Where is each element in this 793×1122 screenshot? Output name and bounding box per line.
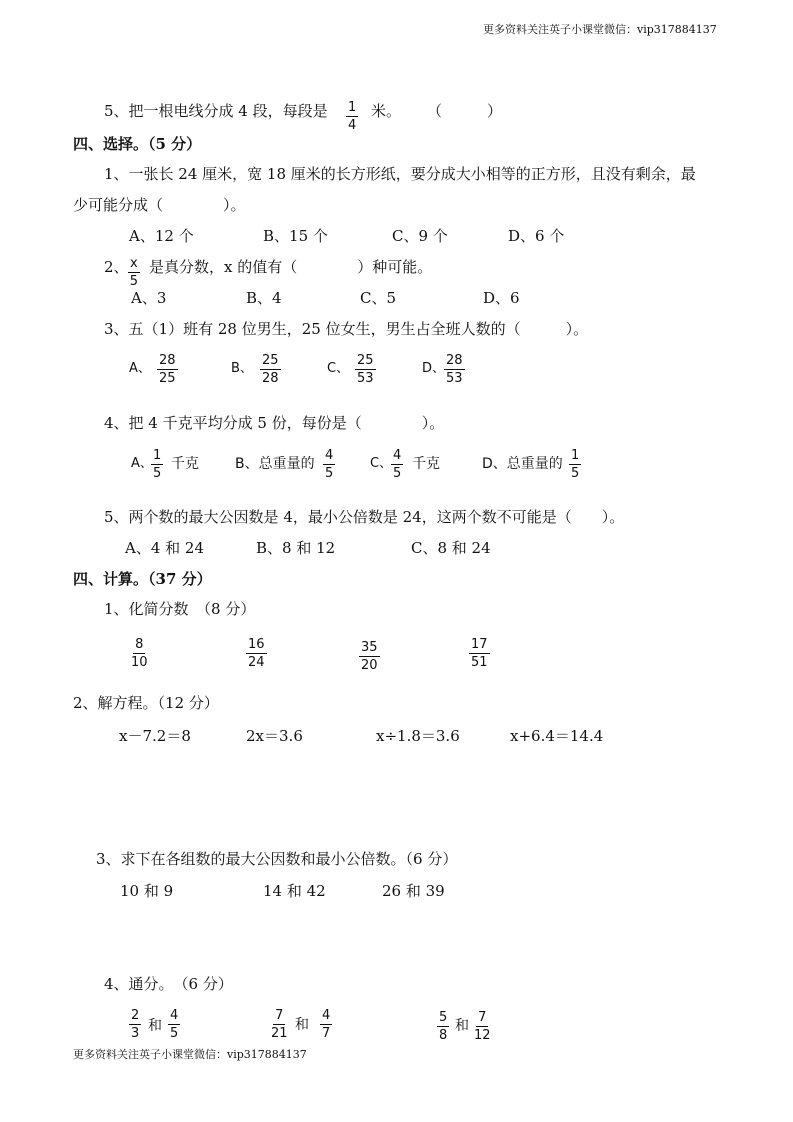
calc4-pair2-fraction-b — [320, 1009, 332, 1040]
fraction-denominator: 20 — [361, 658, 378, 673]
choice4-option-d-label: D、总重量的 — [482, 456, 563, 472]
choice2-option-c: C、5 — [360, 289, 397, 307]
fraction-denominator: 3 — [131, 1026, 140, 1041]
fraction-denominator: 5 — [325, 466, 334, 481]
choice1-line1: 1、一张长 24 厘米，宽 18 厘米的长方形纸，要分成大小相等的正方形，且没有剩余，最 — [104, 165, 696, 183]
fraction-numerator: 7 — [275, 1008, 284, 1023]
calc4-pair3-join: 和 — [455, 1018, 469, 1034]
choice5-option-c: C、8 和 24 — [411, 539, 491, 557]
q5-answer-blank: （ ） — [427, 102, 503, 120]
choice3-option-d-fraction — [444, 354, 465, 385]
choice4-option-b-fraction — [323, 449, 335, 480]
calc4-pair1-fraction-b — [168, 1009, 180, 1040]
fraction-denominator: 53 — [446, 371, 463, 386]
fraction-numerator: 28 — [446, 353, 463, 368]
fraction-numerator: 4 — [325, 448, 334, 463]
calc2-equation-3: x÷1.8＝3.6 — [376, 727, 460, 745]
choice5-option-b: B、8 和 12 — [256, 539, 336, 557]
choice4-option-d-fraction — [569, 449, 581, 480]
choice1-option-d: D、6 个 — [508, 227, 565, 245]
calc2-equation-2: 2x＝3.6 — [246, 727, 303, 745]
fraction-denominator: 25 — [159, 371, 176, 386]
choice4-option-c-label: C、 — [370, 456, 393, 471]
fraction-numerator: 4 — [170, 1008, 179, 1023]
choice2-fraction — [128, 257, 140, 288]
fraction-denominator: 4 — [348, 118, 357, 133]
calc1-fraction-3 — [359, 641, 380, 672]
fraction-denominator: 12 — [474, 1028, 491, 1043]
section-choice-title: 四、选择。（5 分） — [73, 135, 202, 153]
fraction-denominator: 53 — [357, 371, 374, 386]
choice4-option-a-fraction — [151, 449, 163, 480]
fraction-denominator: 24 — [248, 655, 265, 670]
fraction-numerator: 16 — [248, 637, 265, 652]
fraction-numerator: 4 — [322, 1008, 331, 1023]
fraction-numerator: x — [130, 256, 138, 271]
fraction-denominator: 5 — [393, 466, 402, 481]
fraction-numerator: 25 — [357, 353, 374, 368]
calc4-pair2-join: 和 — [295, 1017, 309, 1033]
choice3-option-b-label: B、 — [231, 361, 253, 376]
choice5-option-a: A、4 和 24 — [125, 539, 204, 557]
fraction-denominator: 7 — [322, 1026, 331, 1041]
calc1-title: 1、化简分数 （8 分） — [104, 600, 256, 618]
choice3-option-a-label: A、 — [129, 361, 151, 376]
choice2-number: 2、 — [104, 258, 129, 276]
choice2-option-d: D、6 — [483, 289, 520, 307]
fraction-numerator: 28 — [159, 353, 176, 368]
choice3-option-c-label: C、 — [327, 361, 350, 376]
choice4-option-b-label: B、总重量的 — [235, 456, 315, 472]
fraction-numerator: 25 — [262, 353, 279, 368]
calc1-fraction-4 — [469, 638, 490, 669]
calc1-fraction-1 — [131, 638, 148, 669]
fraction-denominator: 5 — [129, 274, 138, 289]
fraction-denominator: 5 — [153, 466, 162, 481]
fraction-numerator: 2 — [131, 1008, 140, 1023]
calc1-fraction-2 — [246, 638, 267, 669]
header-text: 更多资料关注英子小课堂微信：vip317884137 — [483, 23, 717, 36]
fraction-numerator: 4 — [393, 448, 402, 463]
fraction-numerator: 8 — [135, 637, 144, 652]
fraction-denominator: 51 — [471, 655, 488, 670]
fraction-numerator: 1 — [571, 448, 580, 463]
calc3-title: 3、求下在各组数的最大公因数和最小公倍数。（6 分） — [96, 850, 458, 868]
choice1-option-c: C、9 个 — [392, 227, 448, 245]
choice3-option-b-fraction — [260, 354, 281, 385]
choice3-option-d-label: D、 — [422, 361, 446, 376]
fraction-denominator: 21 — [271, 1026, 288, 1041]
choice4-option-c-unit: 千克 — [412, 456, 440, 472]
calc2-equation-1: x－7.2＝8 — [119, 727, 191, 745]
fraction-denominator: 5 — [571, 466, 580, 481]
fraction-numerator: 1 — [348, 100, 357, 115]
choice4-text: 4、把 4 千克平均分成 5 份，每份是（ ）。 — [104, 414, 445, 432]
q5-unit: 米。 — [371, 102, 402, 120]
choice4-option-a-label: A、 — [131, 456, 153, 471]
calc4-pair1-join: 和 — [148, 1018, 162, 1034]
section-calc-title: 四、计算。（37 分） — [73, 570, 212, 588]
calc3-pair-3: 26 和 39 — [382, 882, 445, 900]
choice3-text: 3、五（1）班有 28 位男生，25 位女生，男生占全班人数的（ ）。 — [104, 320, 589, 338]
fraction-numerator: 5 — [439, 1010, 448, 1025]
choice3-option-a-fraction — [157, 354, 178, 385]
fraction-denominator: 8 — [439, 1028, 448, 1043]
choice1-option-a: A、12 个 — [129, 227, 194, 245]
choice2-option-a: A、3 — [131, 289, 167, 307]
calc4-pair1-fraction-a — [129, 1009, 141, 1040]
fraction-denominator: 5 — [170, 1026, 179, 1041]
calc4-pair2-fraction-a — [271, 1009, 288, 1040]
q5-fraction — [346, 101, 358, 132]
q5-text: 5、把一根电线分成 4 段，每段是 — [104, 102, 328, 120]
fraction-numerator: 1 — [153, 448, 162, 463]
calc2-title: 2、解方程。（12 分） — [73, 694, 219, 712]
fraction-numerator: 35 — [361, 640, 378, 655]
calc2-equation-4: x+6.4＝14.4 — [510, 727, 604, 745]
choice4-option-a-unit: 千克 — [171, 456, 199, 472]
choice4-option-c-fraction — [391, 449, 403, 480]
fraction-denominator: 28 — [262, 371, 279, 386]
choice1-option-b: B、15 个 — [263, 227, 328, 245]
choice5-text: 5、两个数的最大公因数是 4，最小公倍数是 24，这两个数不可能是（ ）。 — [104, 508, 625, 526]
fraction-denominator: 10 — [131, 655, 148, 670]
fraction-numerator: 17 — [471, 637, 488, 652]
calc4-title: 4、通分。 （6 分） — [104, 975, 233, 993]
fraction-numerator: 7 — [478, 1010, 487, 1025]
choice1-line2: 少可能分成（ ）。 — [73, 196, 246, 214]
calc4-pair3-fraction-a — [437, 1011, 449, 1042]
calc3-pair-1: 10 和 9 — [120, 882, 174, 900]
choice3-option-c-fraction — [355, 354, 376, 385]
calc4-pair3-fraction-b — [474, 1011, 491, 1042]
calc3-pair-2: 14 和 42 — [263, 882, 326, 900]
choice2-text: 是真分数，x 的值有（ ）种可能。 — [149, 258, 433, 276]
footer-text: 更多资料关注英子小课堂微信：vip317884137 — [73, 1048, 307, 1061]
choice2-option-b: B、4 — [246, 289, 282, 307]
